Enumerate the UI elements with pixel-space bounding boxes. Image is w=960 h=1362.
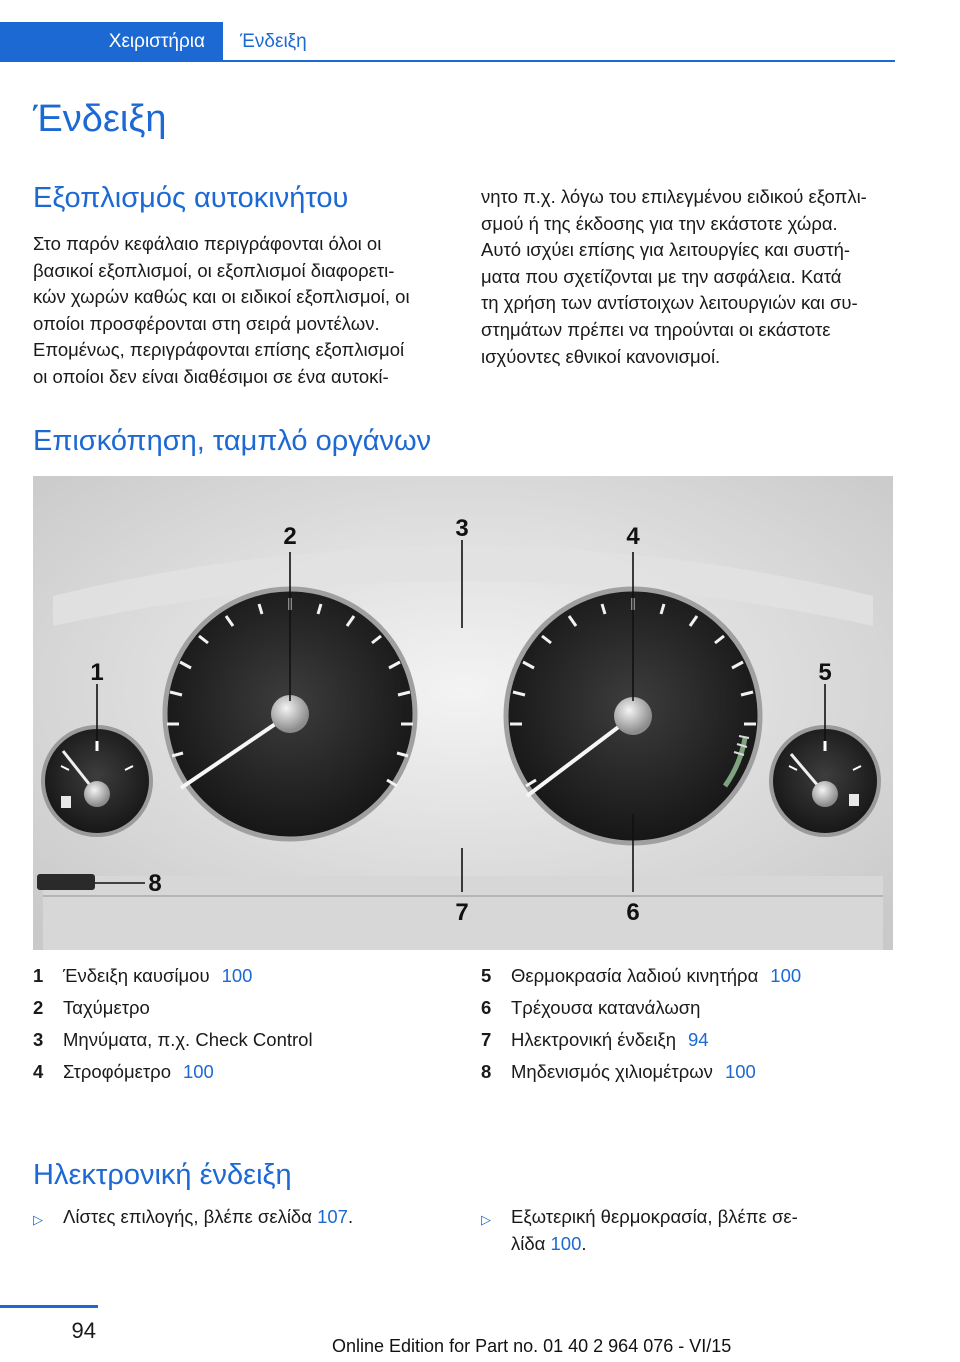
text-line: ματα που σχετίζονται με την ασφάλεια. Κατά xyxy=(481,265,842,287)
bullet-suffix: . xyxy=(581,1232,587,1254)
fuel-gauge xyxy=(43,727,151,835)
bullet-label: Λίστες επιλογής, βλέπε σελίδα xyxy=(63,1206,318,1227)
bullet-outside-temperature xyxy=(481,1204,901,1257)
header-tabs xyxy=(0,22,895,62)
legend-text: Μηδενισμός χιλιομέτρων xyxy=(511,1061,713,1082)
callout-1: 1 xyxy=(90,659,104,686)
text-line: οι οποίοι δεν είναι διαθέσιμοι σε ένα αυτοκί- xyxy=(33,365,389,387)
legend-item xyxy=(481,992,901,1024)
section-heading-instrument-overview: Επισκόπηση, ταμπλό οργάνων xyxy=(33,425,432,457)
callout-2: 2 xyxy=(283,523,297,550)
legend-number: 7 xyxy=(481,1029,492,1050)
header-rule xyxy=(0,60,895,62)
legend-number: 5 xyxy=(481,965,492,986)
legend-number: 1 xyxy=(33,965,44,986)
legend-left xyxy=(33,960,453,1088)
legend-number: 8 xyxy=(481,1061,492,1082)
text-line: τη χρήση των αντίστοιχων λειτουργιών και συ- xyxy=(481,292,858,314)
page-ref-link[interactable]: 100 xyxy=(724,1061,756,1082)
legend-item xyxy=(33,960,453,992)
triangle-bullet-icon: ▷ xyxy=(481,1212,491,1227)
legend-number: 4 xyxy=(33,1061,44,1082)
legend-number: 2 xyxy=(33,997,44,1018)
text-line: σμού ή της έκδοσης για την εκάστοτε χώρα. xyxy=(481,212,838,234)
trip-reset-button xyxy=(37,874,95,890)
oil-temperature-gauge xyxy=(771,727,879,835)
intro-text-left xyxy=(33,231,453,391)
legend-text: Ταχύμετρο xyxy=(63,997,150,1018)
page-ref-link[interactable]: 100 xyxy=(770,965,802,986)
legend-number: 6 xyxy=(481,997,492,1018)
oil-can-icon xyxy=(849,794,859,806)
page-ref-link[interactable]: 100 xyxy=(182,1061,214,1082)
text-line: κών χωρών καθώς και οι ειδικοί εξοπλισμοί, οι xyxy=(33,286,410,308)
callout-8: 8 xyxy=(148,870,162,897)
legend-text: Μηνύματα, π.χ. Check Control xyxy=(63,1029,313,1050)
edition-text: Online Edition for Part no. 01 40 2 964 076 - VI/15 xyxy=(332,1336,732,1356)
page-ref-link[interactable]: 94 xyxy=(688,1029,709,1050)
instrument-cluster-figure xyxy=(33,476,893,950)
section-heading-electronic-display: Ηλεκτρονική ένδειξη xyxy=(33,1159,292,1191)
text-line: στημάτων πρέπει να τηρούνται οι εκάστοτε xyxy=(481,318,831,340)
legend-item xyxy=(481,1056,901,1088)
intro-text-right xyxy=(481,184,901,370)
bullet-label-cont: λίδα xyxy=(511,1232,551,1254)
page-number: 94 xyxy=(71,1318,96,1343)
bullet-text xyxy=(511,1204,798,1257)
legend-item xyxy=(33,992,453,1024)
text-line: Αυτό ισχύει επίσης για λειτουργίες και συστή- xyxy=(481,239,851,261)
fuel-pump-icon xyxy=(61,796,71,808)
legend-text: Ένδειξη καυσίμου xyxy=(63,965,210,986)
legend-right xyxy=(481,960,901,1088)
callout-4: 4 xyxy=(626,523,640,550)
legend-item xyxy=(33,1024,453,1056)
bullet-selection-lists xyxy=(33,1204,453,1234)
callout-3: 3 xyxy=(455,515,469,542)
tab-display[interactable]: Ένδειξη xyxy=(240,31,307,52)
text-line: βασικοί εξοπλισμοί, οι εξοπλισμοί διαφορετι- xyxy=(33,259,395,281)
callout-5: 5 xyxy=(818,659,832,686)
bullet-label: Εξωτερική θερμοκρασία, βλέπε σε- xyxy=(511,1206,798,1227)
legend-text: Τρέχουσα κατανάλωση xyxy=(511,997,701,1018)
legend-number: 3 xyxy=(33,1029,44,1050)
callout-6: 6 xyxy=(626,899,640,926)
tab-controls[interactable]: Χειριστήρια xyxy=(0,22,223,62)
page-ref-link[interactable]: 107 xyxy=(317,1206,348,1227)
section-heading-vehicle-equipment: Εξοπλισμός αυτοκινήτου xyxy=(33,182,349,214)
footer-rule xyxy=(0,1305,98,1308)
legend-item xyxy=(481,1024,901,1056)
triangle-bullet-icon: ▷ xyxy=(33,1212,43,1227)
text-line: οποίοι προσφέρονται στη σειρά μοντέλων. xyxy=(33,312,380,334)
legend-text: Ηλεκτρονική ένδειξη xyxy=(511,1029,676,1050)
text-line: Επομένως, περιγράφονται επίσης εξοπλισμοί xyxy=(33,339,405,361)
legend-item xyxy=(481,960,901,992)
callout-7: 7 xyxy=(455,899,469,926)
text-line: νητο π.χ. λόγω του επιλεγμένου ειδικού εξοπλι- xyxy=(481,186,867,207)
text-line: ισχύοντες εθνικοί κανονισμοί. xyxy=(481,345,721,367)
bullet-text xyxy=(63,1204,353,1234)
page-ref-link[interactable]: 100 xyxy=(221,965,253,986)
text-line: Στο παρόν κεφάλαιο περιγράφονται όλοι οι xyxy=(33,233,382,254)
bullet-suffix: . xyxy=(347,1206,354,1227)
legend-text: Στροφόμετρο xyxy=(63,1061,171,1082)
page-ref-link[interactable]: 100 xyxy=(550,1232,582,1254)
page-title: Ένδειξη xyxy=(33,98,167,140)
legend-text: Θερμοκρασία λαδιού κινητήρα xyxy=(511,965,759,986)
legend-item xyxy=(33,1056,453,1088)
